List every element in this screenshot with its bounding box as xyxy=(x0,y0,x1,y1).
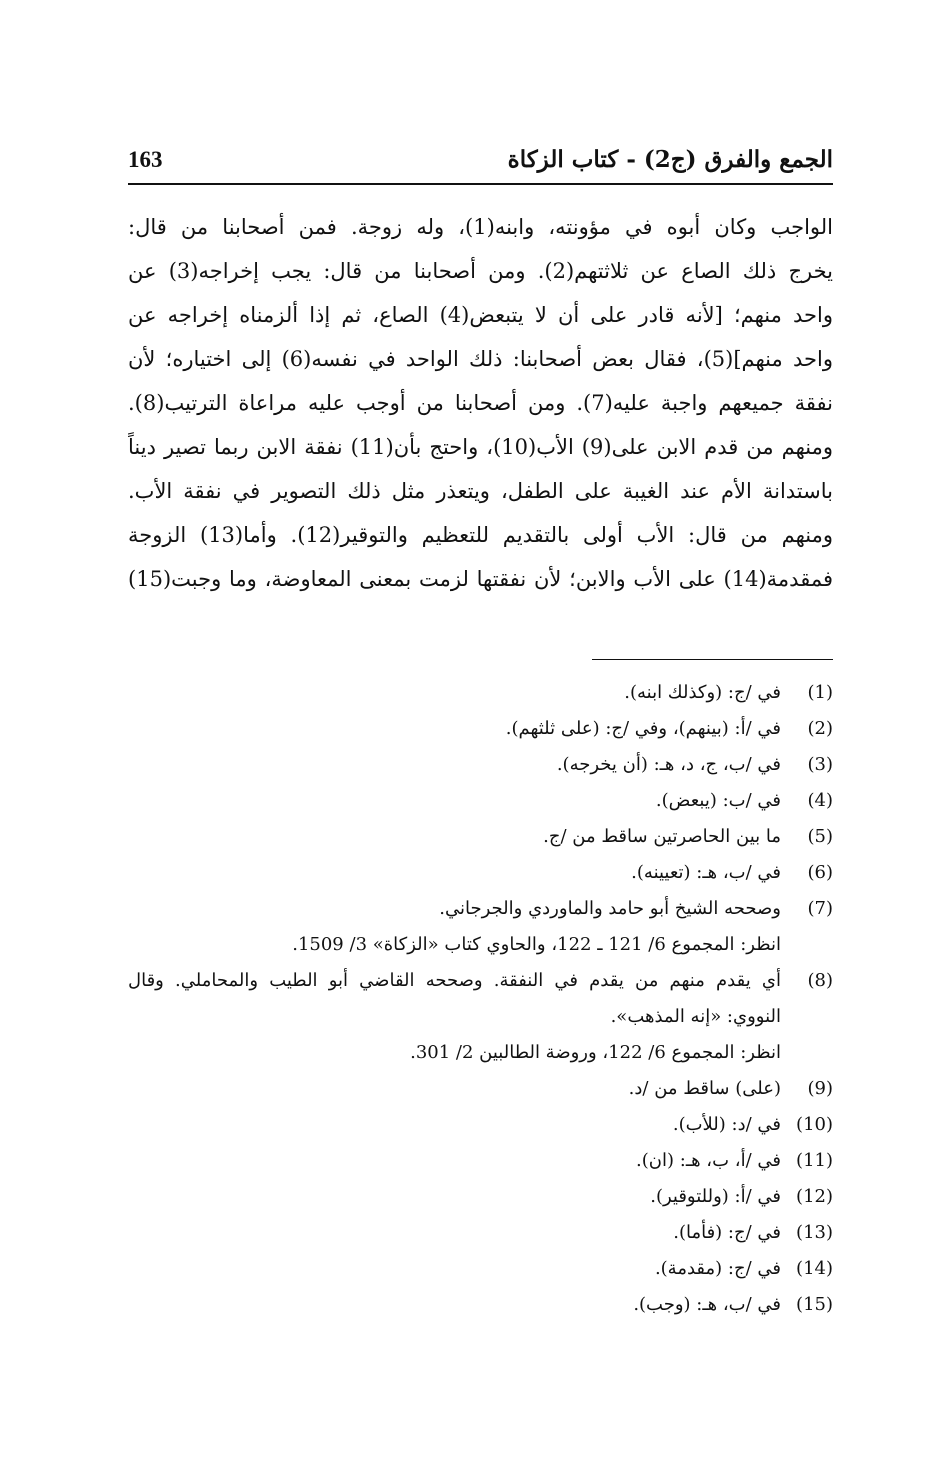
footnote xyxy=(128,891,833,963)
footnote xyxy=(128,963,833,1071)
footnote xyxy=(128,783,833,819)
footnote-text: في /أ: (بينهم)، وفي /ج: (على ثلثهم). xyxy=(505,718,781,739)
footnote-number: (10) xyxy=(796,1114,833,1135)
footnote xyxy=(128,1215,833,1251)
footnote-number: (9) xyxy=(807,1078,833,1099)
footnote xyxy=(128,855,833,891)
footnote xyxy=(128,711,833,747)
footnote-text: في /ج: (وكذلك ابنه). xyxy=(624,682,781,703)
footnote-text: النووي: «إنه المذهب». xyxy=(610,1006,781,1027)
text-line: واحد منهم](5)، فقال بعض أصحابنا: ذلك الواحد في نفسه(6) إلى اختياره؛ لأن xyxy=(128,347,833,371)
text-line: يخرج ذلك الصاع عن ثلاثتهم(2). ومن أصحابنا من قال: يجب إخراجه(3) عن xyxy=(128,259,833,283)
footnote-number: (13) xyxy=(796,1222,833,1243)
footnote-text: في /ب، هـ: (وجب). xyxy=(633,1294,781,1315)
footnote-text: في /أ، ب، هـ: (ان). xyxy=(636,1150,781,1171)
footnote xyxy=(128,747,833,783)
page-header xyxy=(128,143,833,185)
footnote-number: (15) xyxy=(796,1294,833,1315)
footnote-number: (4) xyxy=(807,790,833,811)
footnote xyxy=(128,675,833,711)
footnotes xyxy=(128,675,833,1323)
footnote xyxy=(128,1251,833,1287)
footnote xyxy=(128,1179,833,1215)
footnote-number: (6) xyxy=(807,862,833,883)
footnote-text: انظر: المجموع 6/ 122، وروضة الطالبين 2/ 301. xyxy=(410,1042,781,1063)
footnote-number: (3) xyxy=(807,754,833,775)
footnote xyxy=(128,819,833,855)
running-title: الجمع والفرق (ج2) - كتاب الزكاة xyxy=(507,146,833,173)
footnote-separator xyxy=(592,659,833,660)
footnote xyxy=(128,1143,833,1179)
footnote-text: في /ب: (يبعض). xyxy=(655,790,781,811)
footnote-text: في /ب، ج، د، هـ: (أن يخرجه). xyxy=(556,754,781,775)
footnote-number: (12) xyxy=(796,1186,833,1207)
footnote-text: وصححه الشيخ أبو حامد والماوردي والجرجاني. xyxy=(439,898,781,919)
footnote-number: (8) xyxy=(807,970,833,991)
footnote-number: (1) xyxy=(807,682,833,703)
footnote xyxy=(128,1287,833,1323)
footnote-text: في /د: (للأب). xyxy=(672,1114,781,1135)
text-line: نفقة جميعهم واجبة عليه(7). ومن أصحابنا من أوجب عليه مراعاة الترتيب(8). xyxy=(128,391,833,415)
footnote-number: (7) xyxy=(807,898,833,919)
footnote-text: في /ج: (مقدمة). xyxy=(654,1258,781,1279)
footnote-text: ما بين الحاصرتين ساقط من /ج. xyxy=(543,826,781,847)
footnote-text: في /أ: (وللتوقير). xyxy=(650,1186,781,1207)
text-line: واحد منهم؛ [لأنه قادر على أن لا يتبعض(4) الصاع، ثم إذا ألزمناه إخراجه عن xyxy=(128,303,833,327)
text-line: فمقدمة(14) على الأب والابن؛ لأن نفقتها لزمت بمعنى المعاوضة، وما وجبت(15) xyxy=(128,567,833,591)
text-line: الواجب وكان أبوه في مؤونته، وابنه(1)، وله زوجة. فمن أصحابنا من قال: xyxy=(128,215,833,239)
footnote-text: في /ج: (فأما). xyxy=(673,1222,781,1243)
text-line: ومنهم من قال: الأب أولى بالتقديم للتعظيم والتوقير(12). وأما(13) الزوجة xyxy=(128,523,833,547)
footnote-number: (2) xyxy=(807,718,833,739)
main-text xyxy=(128,205,833,601)
footnote-text: انظر: المجموع 6/ 121 ـ 122، والحاوي كتاب «الزكاة» 3/ 1509. xyxy=(292,934,781,955)
text-line: باستدانة الأم عند الغيبة على الطفل، ويتعذر مثل ذلك التصوير في نفقة الأب. xyxy=(128,479,833,503)
page-number: 163 xyxy=(128,147,163,172)
text-line: ومنهم من قدم الابن على(9) الأب(10)، واحتج بأن(11) نفقة الابن ربما تصير ديناً xyxy=(128,435,833,459)
footnote-text: أي يقدم منهم من يقدم في النفقة. وصححه القاضي أبو الطيب والمحاملي. وقال xyxy=(128,970,781,991)
footnote xyxy=(128,1107,833,1143)
footnote-text: في /ب، هـ: (تعيينه). xyxy=(631,862,781,883)
footnote-number: (14) xyxy=(796,1258,833,1279)
footnote xyxy=(128,1071,833,1107)
footnote-number: (5) xyxy=(807,826,833,847)
footnote-number: (11) xyxy=(796,1150,833,1171)
footnote-text: (على) ساقط من /د. xyxy=(628,1078,781,1099)
